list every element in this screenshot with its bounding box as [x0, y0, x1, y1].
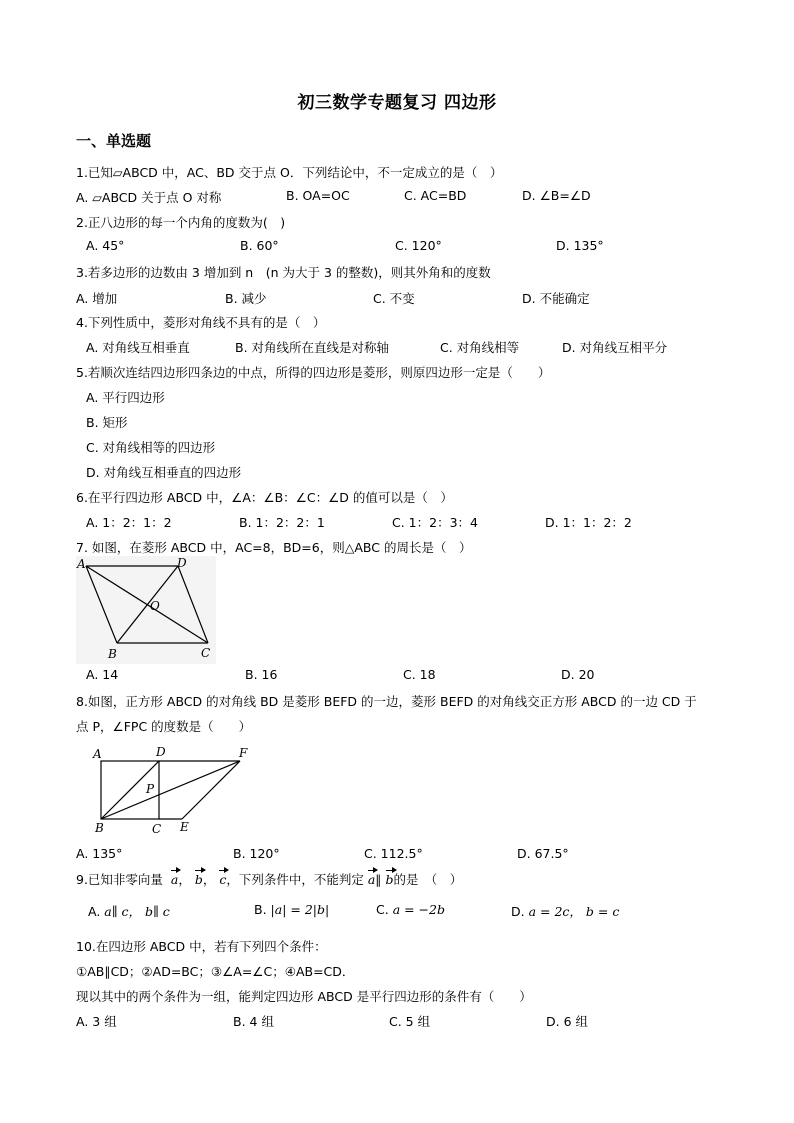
- q7-option-c: C. 18: [403, 667, 436, 682]
- question-10-stem: 10.在四边形 ABCD 中，若有下列四个条件：: [76, 939, 327, 954]
- q9-stem-end: 的是 （ ）: [393, 872, 463, 887]
- q9-option-b-text: |a| = 2|b|: [270, 902, 330, 917]
- label-b: B: [108, 647, 117, 661]
- q10-option-b: B. 4 组: [233, 1014, 274, 1029]
- question-4-stem: 4.下列性质中，菱形对角线不具有的是（ ）: [76, 315, 326, 330]
- vector-c: c: [219, 869, 226, 887]
- q9-option-b: [254, 902, 329, 917]
- q6-option-c: C. 1：2：3：4: [392, 515, 478, 530]
- label-d: D: [156, 745, 166, 759]
- q7-option-d: D. 20: [561, 667, 595, 682]
- q1-option-a: A. ▱ABCD 关于点 O 对称: [76, 190, 222, 205]
- label-f: F: [239, 746, 248, 760]
- q5-option-b: B. 矩形: [86, 415, 128, 430]
- q10-option-d: D. 6 组: [546, 1014, 588, 1029]
- question-7-stem: 7. 如图，在菱形 ABCD 中，AC=8，BD=6，则△ABC 的周长是（ ）: [76, 540, 472, 555]
- square-rhombus-figure: [90, 743, 260, 838]
- q9-stem-suffix: ，下列条件中，不能判定: [226, 872, 364, 887]
- q3-option-a: A. 增加: [76, 291, 118, 306]
- question-6-stem: 6.在平行四边形 ABCD 中，∠A：∠B：∠C：∠D 的值可以是（ ）: [76, 490, 453, 505]
- q9-option-c: [376, 902, 445, 917]
- question-10-stem-2: 现以其中的两个条件为一组，能判定四边形 ABCD 是平行四边形的条件有（ ）: [76, 989, 532, 1004]
- q3-option-d: D. 不能确定: [522, 291, 590, 306]
- q1-option-c: C. AC=BD: [404, 188, 467, 203]
- label-a: A: [93, 747, 102, 761]
- q9-option-a-label: A.: [88, 904, 101, 919]
- label-d: D: [177, 556, 187, 570]
- vector-b-2: b: [386, 869, 394, 887]
- question-3-stem: 3.若多边形的边数由 3 增加到 n (n 为大于 3 的整数)，则其外角和的度数: [76, 265, 491, 280]
- question-10-conditions: ①AB∥CD；②AD=BC；③∠A=∠C；④AB=CD．: [76, 964, 355, 979]
- q4-option-a: A. 对角线互相垂直: [86, 340, 190, 355]
- q8-option-c: C. 112.5°: [364, 846, 423, 861]
- q8-option-a: A. 135°: [76, 846, 123, 861]
- question-5-stem: 5.若顺次连结四边形四条边的中点，所得的四边形是菱形，则原四边形一定是（ ）: [76, 365, 551, 380]
- q9-option-d: [511, 902, 619, 920]
- question-8-stem-line2: 点 P，∠FPC 的度数是（ ）: [76, 719, 252, 734]
- q9-option-b-label: B.: [254, 902, 267, 917]
- q8-option-d: D. 67.5°: [517, 846, 569, 861]
- question-9-stem: 9.已知非零向量 a， b， c，下列条件中，不能判定 a∥ b的是 （ ）: [76, 869, 462, 888]
- question-8-stem-line1: 8.如图，正方形 ABCD 的对角线 BD 是菱形 BEFD 的一边，菱形 BEFD 的对角线交正方形 ABCD 的一边 CD 于: [76, 694, 697, 709]
- label-e: E: [180, 820, 189, 834]
- diagonal-bf: [101, 761, 240, 819]
- q9-option-c-label: C.: [376, 902, 389, 917]
- q4-option-b: B. 对角线所在直线是对称轴: [235, 340, 390, 355]
- q1-option-b: B. OA=OC: [286, 188, 350, 203]
- q6-option-d: D. 1：1：2：2: [545, 515, 632, 530]
- q9-option-d-label: D.: [511, 904, 525, 919]
- section-heading: 一、单选题: [76, 132, 152, 150]
- q4-option-c: C. 对角线相等: [440, 340, 520, 355]
- q5-option-c: C. 对角线相等的四边形: [86, 440, 216, 455]
- question-2-stem: 2.正八边形的每一个内角的度数为( ): [76, 215, 286, 230]
- q9-stem-prefix: 9.已知非零向量: [76, 872, 163, 887]
- label-p: P: [146, 782, 155, 796]
- q6-option-b: B. 1：2：2：1: [239, 515, 325, 530]
- q2-option-a: A. 45°: [86, 238, 125, 253]
- label-c: C: [152, 822, 162, 836]
- q10-option-c: C. 5 组: [389, 1014, 431, 1029]
- q9-option-a-text: a∥ c， b∥ c: [104, 904, 170, 919]
- label-a: A: [77, 557, 86, 571]
- q6-option-a: A. 1：2：1：2: [86, 515, 172, 530]
- q9-option-a: [88, 902, 170, 920]
- label-c: C: [201, 646, 211, 660]
- q10-option-a: A. 3 组: [76, 1014, 117, 1029]
- q9-option-c-text: a = −2b: [392, 902, 445, 917]
- q3-option-b: B. 减少: [225, 291, 267, 306]
- question-1-stem: 1.已知▱ABCD 中，AC、BD 交于点 O．下列结论中，不一定成立的是（ ）: [76, 165, 503, 180]
- q7-option-a: A. 14: [86, 667, 119, 682]
- q8-option-b: B. 120°: [233, 846, 280, 861]
- vector-a: a: [171, 869, 178, 887]
- q2-option-d: D. 135°: [556, 238, 604, 253]
- edge-fe: [182, 761, 240, 819]
- q2-option-c: C. 120°: [395, 238, 442, 253]
- label-b: B: [95, 821, 104, 835]
- vector-a-2: a: [368, 869, 375, 887]
- vector-b: b: [195, 869, 203, 887]
- q3-option-c: C. 不变: [373, 291, 415, 306]
- q7-option-b: B. 16: [245, 667, 278, 682]
- q4-option-d: D. 对角线互相平分: [562, 340, 668, 355]
- q1-option-d: D. ∠B=∠D: [522, 188, 591, 203]
- q5-option-d: D. 对角线互相垂直的四边形: [86, 465, 242, 480]
- q9-option-d-text: a = 2c， b = c: [528, 904, 620, 919]
- q5-option-a: A. 平行四边形: [86, 390, 165, 405]
- q2-option-b: B. 60°: [240, 238, 279, 253]
- label-o: O: [150, 599, 160, 613]
- rhombus-figure: [76, 556, 216, 664]
- page-title: 初三数学专题复习 四边形: [297, 93, 497, 113]
